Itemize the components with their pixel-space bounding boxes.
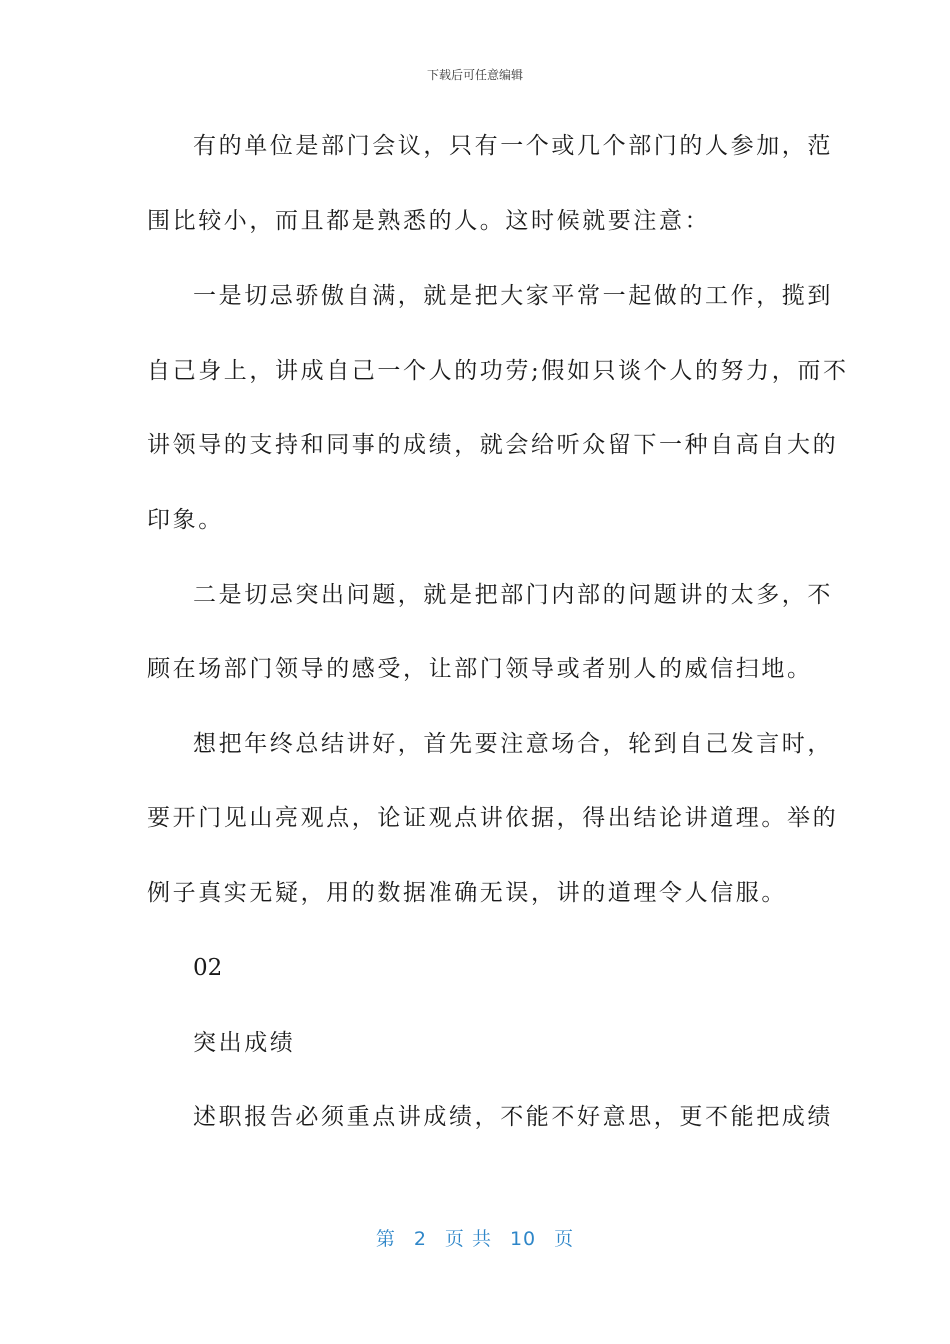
text-line: 讲领导的支持和同事的成绩，就会给听众留下一种自高自大的	[147, 432, 839, 458]
footer-page-number: 2	[413, 1228, 427, 1250]
footer-total-pages: 10	[509, 1228, 537, 1250]
section-heading: 突出成绩	[193, 1030, 296, 1056]
footer-prefix: 第	[375, 1228, 396, 1250]
text-line: 想把年终总结讲好，首先要注意场合，轮到自己发言时，	[193, 731, 833, 757]
footer-suffix: 页	[554, 1228, 575, 1250]
page-footer	[0, 1224, 950, 1251]
section-number: 02	[193, 955, 223, 981]
page-header: 下载后可任意编辑	[426, 68, 523, 82]
text-line: 围比较小，而且都是熟悉的人。这时候就要注意：	[147, 208, 711, 234]
footer-middle: 页 共	[444, 1228, 492, 1250]
text-line: 自己身上，讲成自己一个人的功劳;假如只谈个人的努力，而不	[147, 358, 849, 384]
text-line: 二是切忌突出问题，就是把部门内部的问题讲的太多，不	[193, 582, 833, 608]
text-line: 述职报告必须重点讲成绩，不能不好意思，更不能把成绩	[193, 1104, 833, 1130]
text-line: 顾在场部门领导的感受，让部门领导或者别人的威信扫地。	[147, 656, 813, 682]
text-line: 有的单位是部门会议，只有一个或几个部门的人参加，范	[193, 133, 833, 159]
text-line: 例子真实无疑，用的数据准确无误，讲的道理令人信服。	[147, 880, 787, 906]
text-line: 要开门见山亮观点，论证观点讲依据，得出结论讲道理。举的	[147, 805, 839, 831]
text-line: 印象。	[147, 507, 224, 533]
text-line: 一是切忌骄傲自满，就是把大家平常一起做的工作，揽到	[193, 283, 833, 309]
